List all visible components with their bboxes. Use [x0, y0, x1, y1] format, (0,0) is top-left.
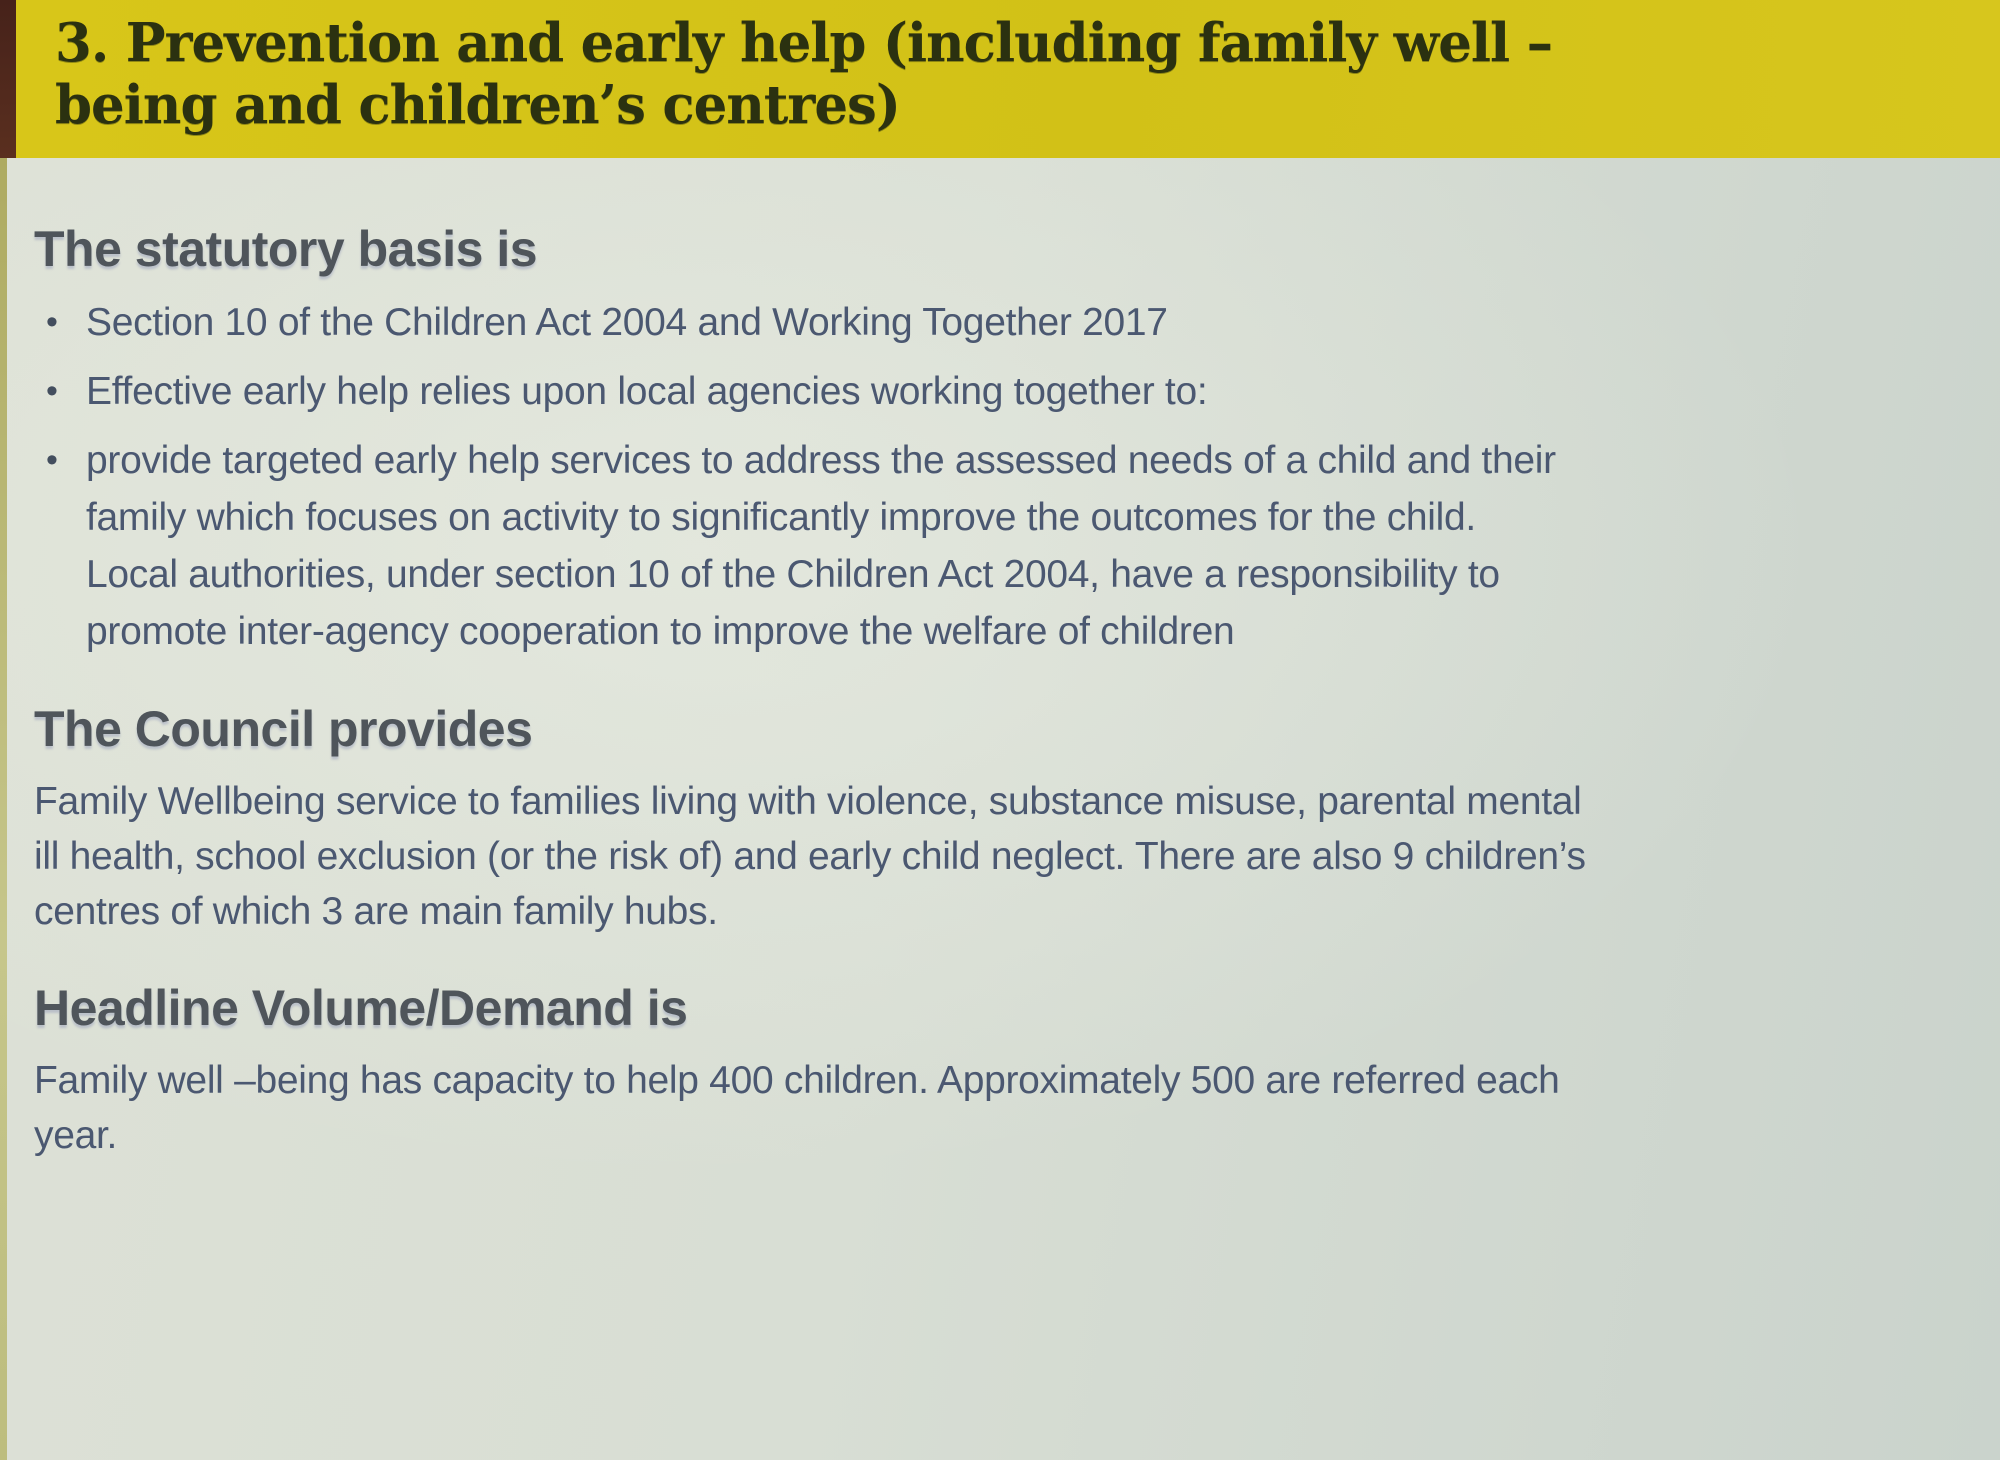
heading-headline-volume-demand: Headline Volume/Demand is [34, 980, 688, 1036]
statutory-bullet-list [34, 294, 1940, 660]
list-item [34, 294, 1940, 351]
list-item [34, 432, 1940, 660]
heading-council-provides: The Council provides [34, 701, 533, 757]
bullet-text-effective-early-help: Effective early help relies upon local agencies working together to: [86, 370, 1208, 413]
slide-title [0, 0, 2000, 136]
headline-volume-demand-paragraph: Family well –being has capacity to help 400 children. Approximately 500 are referred each year. [34, 1059, 1560, 1157]
slide-body [0, 158, 2000, 1460]
bullet-icon: • [46, 441, 58, 479]
bullet-text-targeted-services: provide targeted early help services to address the assessed needs of a child and their family which focuses on activity to significantly improve the outcomes for the child. Local authorities, under section 10 of the Children Act 2004, have a responsibility to promote inter-agency cooperation to improve the welfare of children [86, 439, 1556, 653]
slide-left-edge [0, 158, 7, 1460]
council-provides-paragraph: Family Wellbeing service to families living with violence, substance misuse, parental mental ill health, school exclusion (or the risk of) and early child neglect. There are also 9 children’s centres of which 3 are main family hubs. [34, 780, 1586, 933]
slide-title-line1: 3. Prevention and early help (including family well – [55, 12, 1553, 74]
slide-title-line2: being and children’s centres) [55, 74, 900, 136]
bullet-icon: • [46, 303, 58, 341]
heading-statutory-basis: The statutory basis is [34, 221, 538, 277]
bullet-text-section10: Section 10 of the Children Act 2004 and Working Together 2017 [86, 301, 1168, 344]
list-item [34, 363, 1940, 420]
title-band-left-edge [0, 0, 16, 158]
bullet-icon: • [46, 372, 58, 410]
title-band [0, 0, 2000, 158]
